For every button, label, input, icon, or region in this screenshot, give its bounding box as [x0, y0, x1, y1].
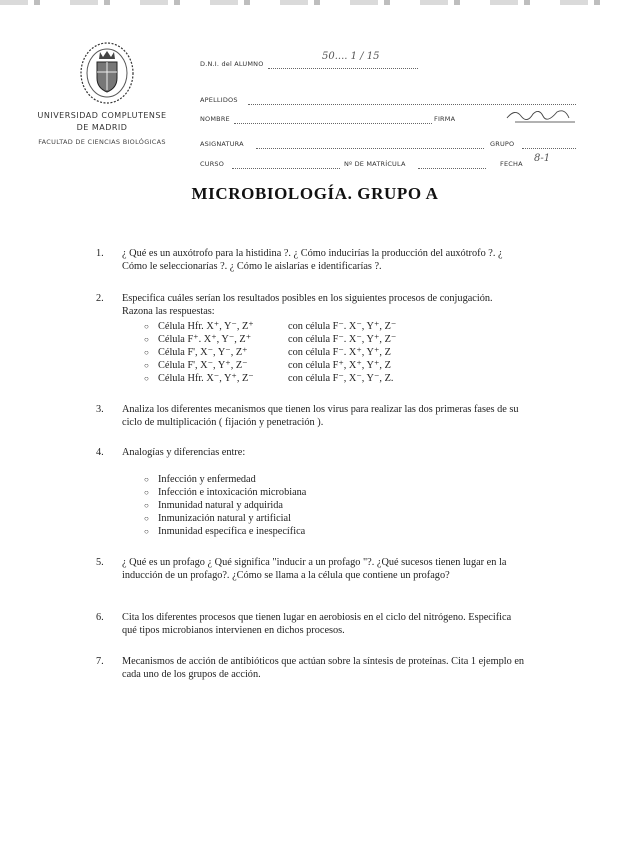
curso-label: CURSO	[200, 160, 225, 168]
question-text: Analiza los diferentes mecanismos que tienen los virus para realizar las dos primeras fases de su ciclo de multiplicación ( fijación y penetración ).	[122, 404, 519, 428]
bullet-icon: ○	[144, 501, 149, 510]
question-5	[96, 556, 526, 582]
bullet-icon: ○	[144, 527, 149, 536]
question-6	[96, 611, 526, 637]
bullet-icon: ○	[144, 488, 149, 497]
comparison-item: ○ Inmunización natural y artificial	[144, 513, 291, 524]
conjugation-item: ○ Célula F⁺. X⁺, Y⁻, Z⁺	[144, 334, 252, 345]
firma-label: FIRMA	[434, 115, 456, 123]
dni-value: 50.... 1 / 15	[322, 51, 380, 62]
apellidos-label: APELLIDOS	[200, 96, 238, 104]
bullet-icon: ○	[144, 374, 149, 383]
comparison-item: ○ Infección y enfermedad	[144, 474, 256, 485]
comparison-item: ○ Infección e intoxicación microbiana	[144, 487, 307, 498]
question-text: Mecanismos de acción de antibióticos que actúan sobre la síntesis de proteínas. Cita 1 ejemplo en cada uno de los grupos de acción.	[122, 656, 525, 680]
question-number: 3.	[96, 404, 104, 415]
conjugation-item: ○ Célula Hfr. X⁻, Y⁺, Z⁻	[144, 373, 254, 384]
conjugation-item: ○ Célula F', X⁻, Y⁻, Z⁺	[144, 347, 248, 358]
question-1	[96, 247, 526, 273]
conjugation-partner: con célula F⁻. X⁻, Y⁺, Z⁻	[288, 334, 397, 345]
conjugation-partner: con célula F⁻, X⁻, Y⁻, Z.	[288, 373, 394, 384]
question-text: ¿ Qué es un auxótrofo para la histidina ?. ¿ Cómo inducirías la producción del auxótrofo ?. ¿ Cómo le seleccionarías ?. ¿ Cómo le aislarías e identificarías ?.	[122, 248, 503, 272]
curso-line	[232, 168, 340, 169]
question-number: 1.	[96, 248, 104, 259]
conjugation-partner: con célula F⁻. X⁻, Y⁺, Z⁻	[288, 321, 397, 332]
bullet-icon: ○	[144, 475, 149, 484]
asignatura-line	[256, 148, 484, 149]
question-7	[96, 655, 526, 681]
university-seal-icon	[78, 40, 136, 106]
matricula-line	[418, 168, 486, 169]
signature-scribble	[505, 104, 583, 126]
fecha-label: FECHA	[500, 160, 523, 168]
conjugation-item: ○ Célula F', X⁻, Y⁺, Z⁻	[144, 360, 248, 371]
question-3	[96, 403, 526, 429]
asignatura-label: ASIGNATURA	[200, 140, 244, 148]
question-2	[96, 292, 526, 318]
bullet-icon: ○	[144, 322, 149, 331]
question-number: 6.	[96, 612, 104, 623]
question-number: 4.	[96, 447, 104, 458]
nombre-line	[234, 123, 432, 124]
grupo-label: GRUPO	[490, 140, 515, 148]
bullet-icon: ○	[144, 348, 149, 357]
question-number: 2.	[96, 293, 104, 304]
bullet-icon: ○	[144, 361, 149, 370]
question-number: 5.	[96, 557, 104, 568]
question-4	[96, 446, 526, 459]
fecha-value: 8-1	[534, 153, 551, 164]
comparison-item: ○ Inmunidad natural y adquirida	[144, 500, 283, 511]
grupo-line	[522, 148, 576, 149]
dni-label: D.N.I. del ALUMNO	[200, 60, 264, 68]
question-number: 7.	[96, 656, 104, 667]
conjugation-item: ○ Célula Hfr. X⁺, Y⁻, Z⁺	[144, 321, 254, 332]
page-title: MICROBIOLOGÍA. GRUPO A	[191, 184, 439, 203]
university-name: UNIVERSIDAD COMPLUTENSE DE MADRID	[37, 111, 167, 132]
conjugation-partner: con célula F⁻. X⁺, Y⁺, Z	[288, 347, 391, 358]
faculty-name: FACULTAD DE CIENCIAS BIOLÓGICAS	[38, 138, 166, 146]
question-text: Cita los diferentes procesos que tienen lugar en aerobiosis en el ciclo del nitrógeno. Especifica qué tipos microbianos intervienen en dichos procesos.	[122, 612, 512, 636]
question-text: Analogías y diferencias entre:	[122, 447, 246, 458]
bullet-icon: ○	[144, 514, 149, 523]
dni-line	[268, 68, 418, 69]
comparison-item: ○ Inmunidad específica e inespecífica	[144, 526, 306, 537]
matricula-label: Nº DE MATRÍCULA	[344, 160, 406, 168]
bullet-icon: ○	[144, 335, 149, 344]
conjugation-partner: con célula F⁺, X⁺, Y⁺, Z	[288, 360, 391, 371]
scan-edge	[0, 0, 630, 5]
nombre-label: NOMBRE	[200, 115, 230, 123]
question-text: ¿ Qué es un profago ¿ Qué significa "inducir a un profago "?. ¿Qué sucesos tienen lugar en la inducción de un profago?. ¿Cómo se llama a la célula que contiene un profago?	[122, 557, 507, 581]
question-text: Especifica cuáles serían los resultados posibles en los siguientes procesos de conjugación. Razona las respuestas:	[122, 293, 493, 317]
